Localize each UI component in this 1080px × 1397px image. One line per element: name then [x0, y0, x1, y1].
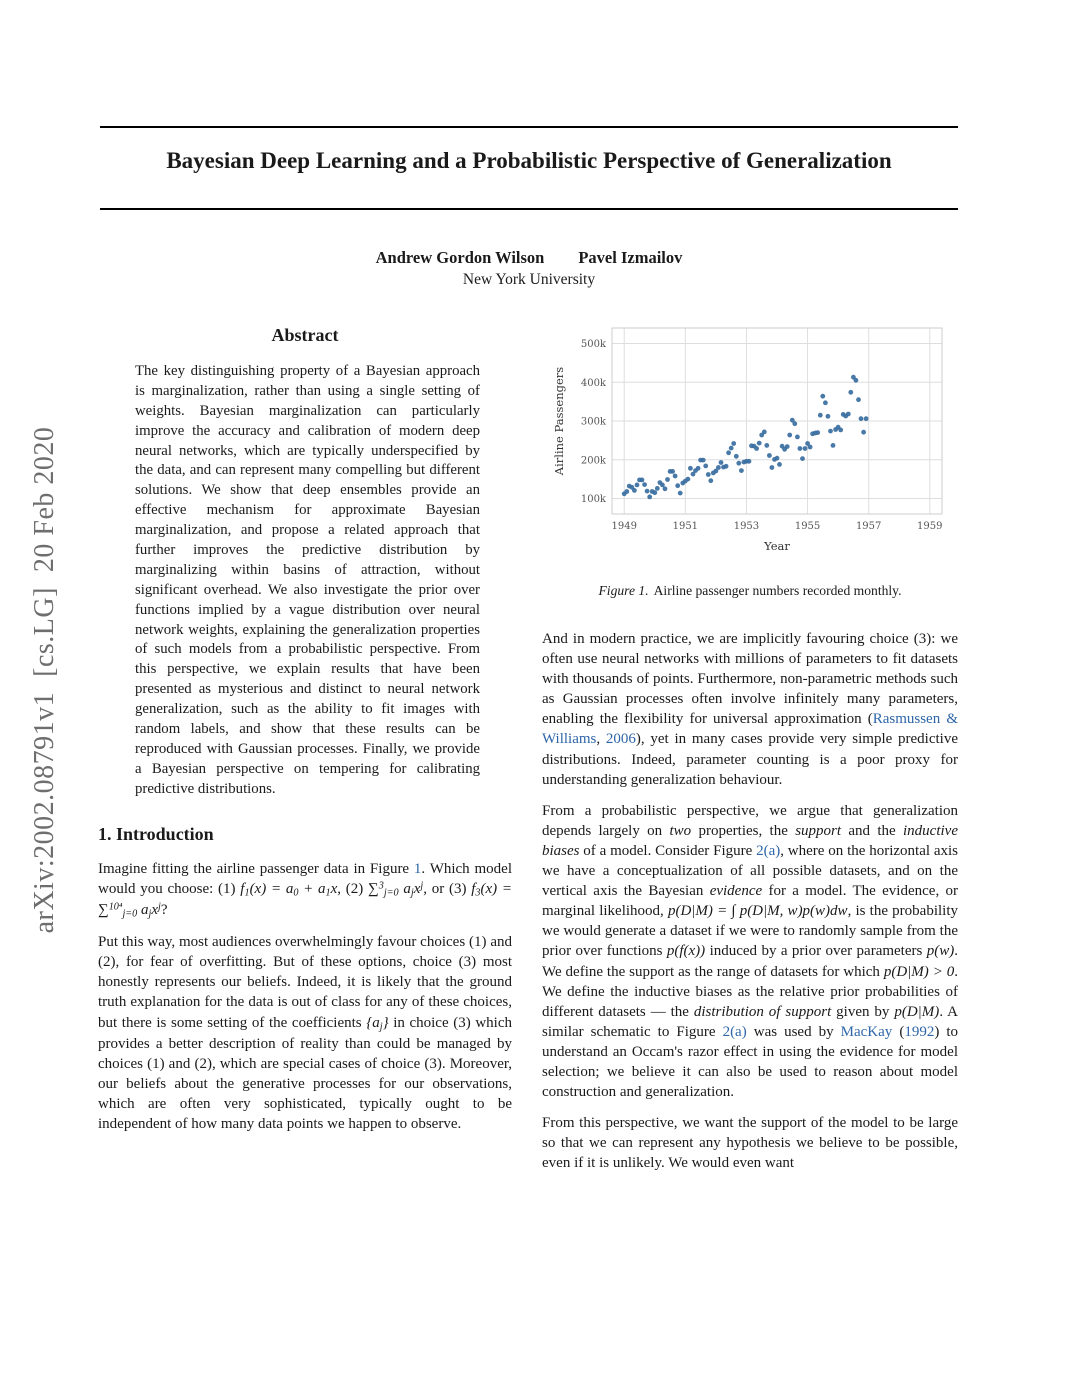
paragraph-modern-practice [542, 629, 958, 790]
text-run: 1 [325, 887, 331, 899]
abstract-text: The key distinguishing property of a Bayesian approach is marginalization, rather than using a single setting of weights. Bayesian marginalization can particularly improve the accuracy and calibration of modern deep neural networks, which are typically underspecified by the data, and can represent many compelling but different solutions. We show that deep ensembles provide an effective mechanism for approximate Bayesian marginalization, and propose a related approach that further improves the predictive distribution by marginalizing within basins of attraction, without significant overhead. We also investigate the prior over functions implied by a vague distribution over neural network weights, explaining the generalization properties of such models from a probabilistic perspective. From this perspective, we explain results that have been presented as mysterious and distinct to neural network generalization, such as the ability to fit images with random labels, and show that these results can be reproduced with Gaussian processes. Finally, we provide a Bayesian perspective on tempering for calibrating predictive distributions. [135, 363, 480, 797]
text-run: ? [160, 901, 168, 918]
text-run: . Which model would you choose: (1) [98, 860, 512, 897]
text-run: p(D|M) [894, 1003, 940, 1020]
svg-text:300k: 300k [580, 416, 606, 428]
text-run: , [596, 731, 606, 748]
text-run: ), yet in many cases provide very simple predictive distributions. Indeed, parameter counting is a poor proxy for understanding generalization behaviour. [542, 731, 959, 788]
citation-link[interactable]: 2006 [605, 731, 636, 748]
citation-link[interactable]: 1 [413, 860, 422, 877]
text-run: j [148, 908, 152, 920]
text-run: . We define the inductive biases as the relative prior probabilities of different datasets — the [542, 963, 958, 1020]
text-run: } [382, 1014, 389, 1031]
svg-text:1959: 1959 [917, 521, 943, 532]
text-run: ) to understand an Occam's razor effect in using the evidence for model selection; we believe it can also be used to reason about model construction and generalization. [542, 1023, 959, 1101]
text-run: 3 [378, 880, 384, 892]
svg-text:1951: 1951 [672, 521, 699, 532]
abstract-heading: Abstract [271, 325, 339, 345]
text-run: j [158, 901, 161, 913]
text-run: two [669, 822, 692, 839]
paragraph-probabilistic-perspective [542, 801, 958, 1102]
right-column [542, 318, 958, 1184]
svg-text:Airline Passengers: Airline Passengers [552, 366, 566, 476]
text-run: + a [298, 880, 326, 897]
paragraph-support-large: From this perspective, we want the support of the model to be large so that we can represent any hypothesis we believe to be possible, even if it is unlikely. We would even want [542, 1115, 958, 1172]
arxiv-banner: arXiv:2002.08791v1 [cs.LG] 20 Feb 2020 [29, 426, 60, 934]
text-run: x [151, 901, 159, 918]
text-run: j=0 [383, 887, 399, 899]
text-run: 0 [293, 887, 299, 899]
text-run: support [795, 822, 842, 839]
text-run: Put this way, most audiences overwhelmingly favour choices (1) and (2), for fear of overfitting. But of these options, choice (3) most honestly represents our beliefs. Indeed, it is likely that the ground truth explanation for the data is out of class for any of these choices, but there is some setting of the coefficients [98, 934, 512, 1031]
text-run: evidence [709, 883, 763, 900]
figure1-caption [542, 583, 958, 599]
text-run: 1 [244, 887, 250, 899]
text-run: j [420, 880, 424, 892]
text-run: properties, the [691, 822, 796, 839]
text-run: ∑ [368, 880, 379, 897]
svg-text:Year: Year [764, 539, 790, 553]
figure-1 [542, 318, 958, 599]
text-run: , (2) [337, 880, 369, 897]
svg-text:1957: 1957 [855, 521, 882, 532]
citation-link[interactable]: MacKay [840, 1023, 893, 1040]
text-run: . A similar schematic to Figure [542, 1003, 958, 1040]
text-run: inductive biases [542, 822, 958, 859]
text-run: for a model. The evidence, or marginal likelihood, [542, 883, 958, 920]
text-run: 3 [475, 887, 481, 899]
text-run: (x) = ∑ [98, 880, 512, 918]
text-run: a [137, 901, 149, 918]
text-run: distribution of support [693, 1003, 832, 1020]
text-run: j=0 [122, 908, 138, 920]
text-run: given by [831, 1003, 895, 1020]
figure1-caption-label: Figure 1. [598, 583, 649, 598]
author-list [100, 248, 958, 268]
left-column [98, 325, 512, 1145]
title-rule-top [100, 126, 958, 128]
text-run: p(D|M) > 0 [883, 963, 955, 980]
section-heading-introduction: 1. Introduction [98, 823, 214, 844]
text-run: . We define the support as the range of datasets for which [542, 943, 958, 980]
citation-link[interactable]: 2(a) [756, 842, 781, 859]
svg-text:1953: 1953 [733, 521, 760, 532]
text-run: j [410, 887, 414, 899]
svg-text:200k: 200k [580, 455, 606, 467]
citation-link[interactable]: 2(a) [722, 1023, 747, 1040]
svg-text:1949: 1949 [611, 521, 637, 532]
text-run: f [240, 880, 245, 897]
intro-paragraph-2 [98, 932, 512, 1134]
text-run: p(D|M) = ∫ p(D|M, w)p(w)dw [667, 903, 848, 920]
text-run: of a model. Consider Figure [579, 842, 757, 859]
svg-text:400k: 400k [580, 377, 606, 389]
author-name-wilson: Andrew Gordon Wilson [375, 248, 545, 267]
text-run: induced by a prior over parameters [705, 943, 927, 960]
text-run: {a [366, 1014, 380, 1031]
text-run: in choice (3) which provides a better description of reality than could be managed by choices (1) and (2), which are special cases of choice (3). Moreover, our beliefs about the generative processes for our observations, which are often very sophisticated, typically ought to be independent of how many data points we happen to observe. [98, 1014, 512, 1133]
svg-text:100k: 100k [580, 494, 606, 505]
text-run: and the [841, 822, 904, 839]
text-run: p(f(x)) [666, 943, 706, 960]
text-run: x [330, 880, 338, 897]
citation-link[interactable]: Rasmussen & Williams [542, 711, 958, 748]
text-run: j [379, 1021, 383, 1033]
title-rule-bottom [100, 208, 958, 210]
affiliation: New York University [462, 271, 596, 288]
svg-text:1955: 1955 [794, 521, 821, 532]
citation-link[interactable]: 1992 [904, 1023, 935, 1040]
author-name-izmailov: Pavel Izmailov [578, 248, 683, 267]
intro-paragraph-1 [98, 859, 512, 922]
svg-text:500k: 500k [580, 339, 606, 350]
text-run: was used by [746, 1023, 841, 1040]
text-run: p(w) [926, 943, 955, 960]
text-run: From a probabilistic perspective, we argue that generalization depends largely on [542, 802, 958, 839]
text-run: f [471, 880, 476, 897]
text-run: , where on the horizontal axis we have a conceptualization of all possible datasets, and on the vertical axis the Bayesian [542, 842, 958, 900]
paper-title: Bayesian Deep Learning and a Probabilistic Perspective of Generalization [166, 148, 892, 173]
text-run: a [398, 880, 411, 897]
text-run: , is the probability we would generate a dataset if we were to randomly sample from the prior over functions [542, 903, 958, 960]
text-run: And in modern practice, we are implicitly favouring choice (3): we often use neural networks with millions of parameters to fit datasets with thousands of points. Furthermore, non-parametric methods such as Gaussian processes often involve infinitely many parameters, enabling the flexibility for universal approximation ( [542, 631, 958, 728]
text-run: (x) = a [249, 880, 294, 897]
text-run: ( [892, 1023, 905, 1040]
text-run: x [413, 880, 421, 897]
text-run: 10⁴ [108, 901, 123, 913]
text-run: Imagine fitting the airline passenger data in Figure [98, 860, 414, 877]
figure1-caption-text: Airline passenger numbers recorded monthly. [653, 583, 902, 598]
text-run: , or (3) [423, 880, 472, 897]
airline-passengers-scatter-chart [550, 318, 950, 556]
